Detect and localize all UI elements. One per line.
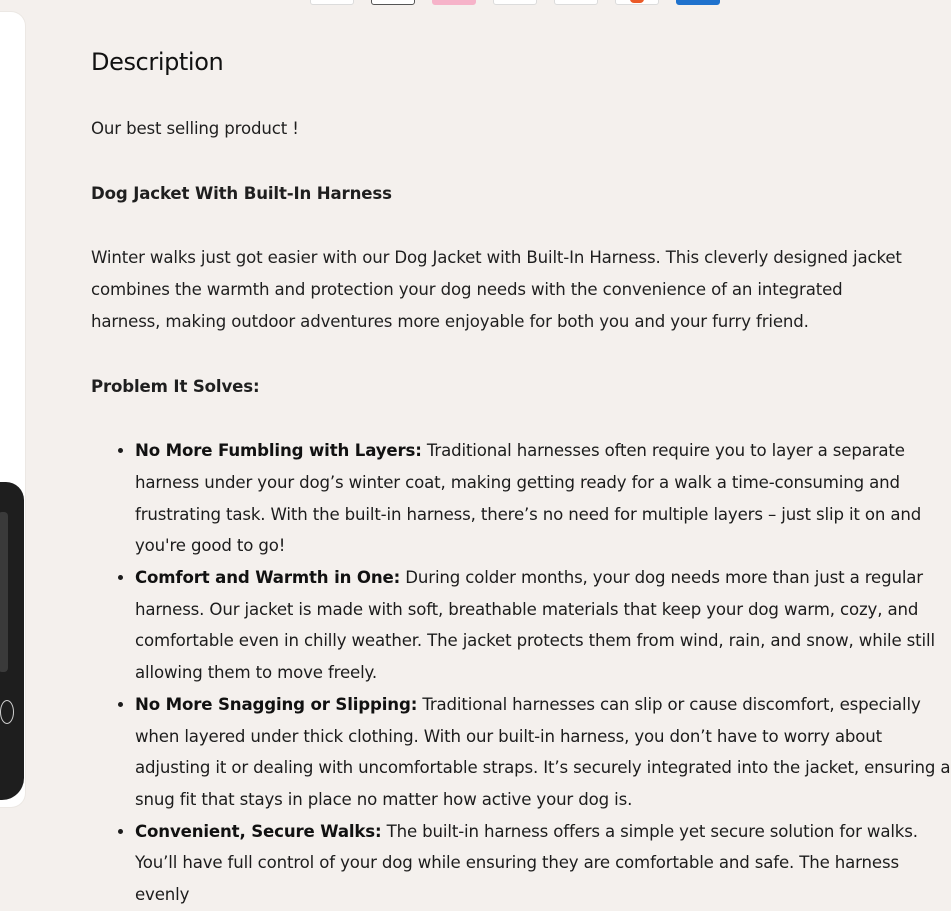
harness-strap-image	[0, 512, 8, 672]
list-item-title: No More Snagging or Slipping:	[135, 694, 418, 714]
list-item-title: No More Fumbling with Layers:	[135, 441, 422, 461]
benefits-list	[91, 435, 951, 911]
list-item-text: Traditional harnesses can slip or cause discomfort, especially when layered under thick clothing. With our built-in harness, you don’t have to worry about adjusting it or dealing with uncomfortable straps. It’s securely integrated into the jacket, ensuring a snug fit that stays in place no matter how active your dog is.	[135, 694, 951, 809]
list-item-text: Traditional harnesses often require you to layer a separate harness under your dog’s winter coat, making getting ready for a walk a time-consuming and frustrating task. With the built-in harness, there’s no need for multiple layers – just slip it on and you're good to go!	[135, 441, 922, 556]
amex-icon	[676, 0, 720, 5]
list-item	[135, 816, 951, 911]
description-section	[91, 42, 951, 911]
shop-pay-icon	[432, 0, 476, 5]
list-item-title: Comfort and Warmth in One:	[135, 568, 401, 588]
list-item-text: During colder months, your dog needs more than just a regular harness. Our jacket is made with soft, breathable materials that keep your dog warm, cozy, and comfortable even in chilly weather. The jacket protects them from wind, rain, and snow, while still allowing them to move freely.	[135, 568, 935, 683]
payment-icon-2	[371, 0, 415, 5]
intro-text: Our best selling product !	[91, 119, 299, 138]
product-title: Dog Jacket With Built-In Harness	[91, 183, 392, 203]
payment-icon-1	[310, 0, 354, 5]
description-body: Winter walks just got easier with our Dog Jacket with Built-In Harness. This cleverly designed jacket combines the warmth and protection your dog needs with the convenience of an integrated harness, making outdoor adventures more enjoyable for both you and your furry friend.	[91, 248, 902, 331]
list-item	[135, 435, 951, 562]
list-item-title: Convenient, Secure Walks:	[135, 821, 382, 841]
payment-icons-row	[310, 0, 720, 5]
list-item-text: The built-in harness offers a simple yet secure solution for walks. You’ll have full control of your dog while ensuring they are comfortable and safe. The harness evenly	[135, 821, 918, 905]
jacket-logo-badge	[0, 700, 14, 724]
list-item	[135, 562, 951, 689]
list-item	[135, 689, 951, 816]
mastercard-icon	[615, 0, 659, 5]
product-image[interactable]	[0, 12, 25, 807]
description-heading: Description	[91, 48, 224, 76]
payment-icon-4	[493, 0, 537, 5]
problem-heading: Problem It Solves:	[91, 376, 260, 396]
payment-icon-5	[554, 0, 598, 5]
